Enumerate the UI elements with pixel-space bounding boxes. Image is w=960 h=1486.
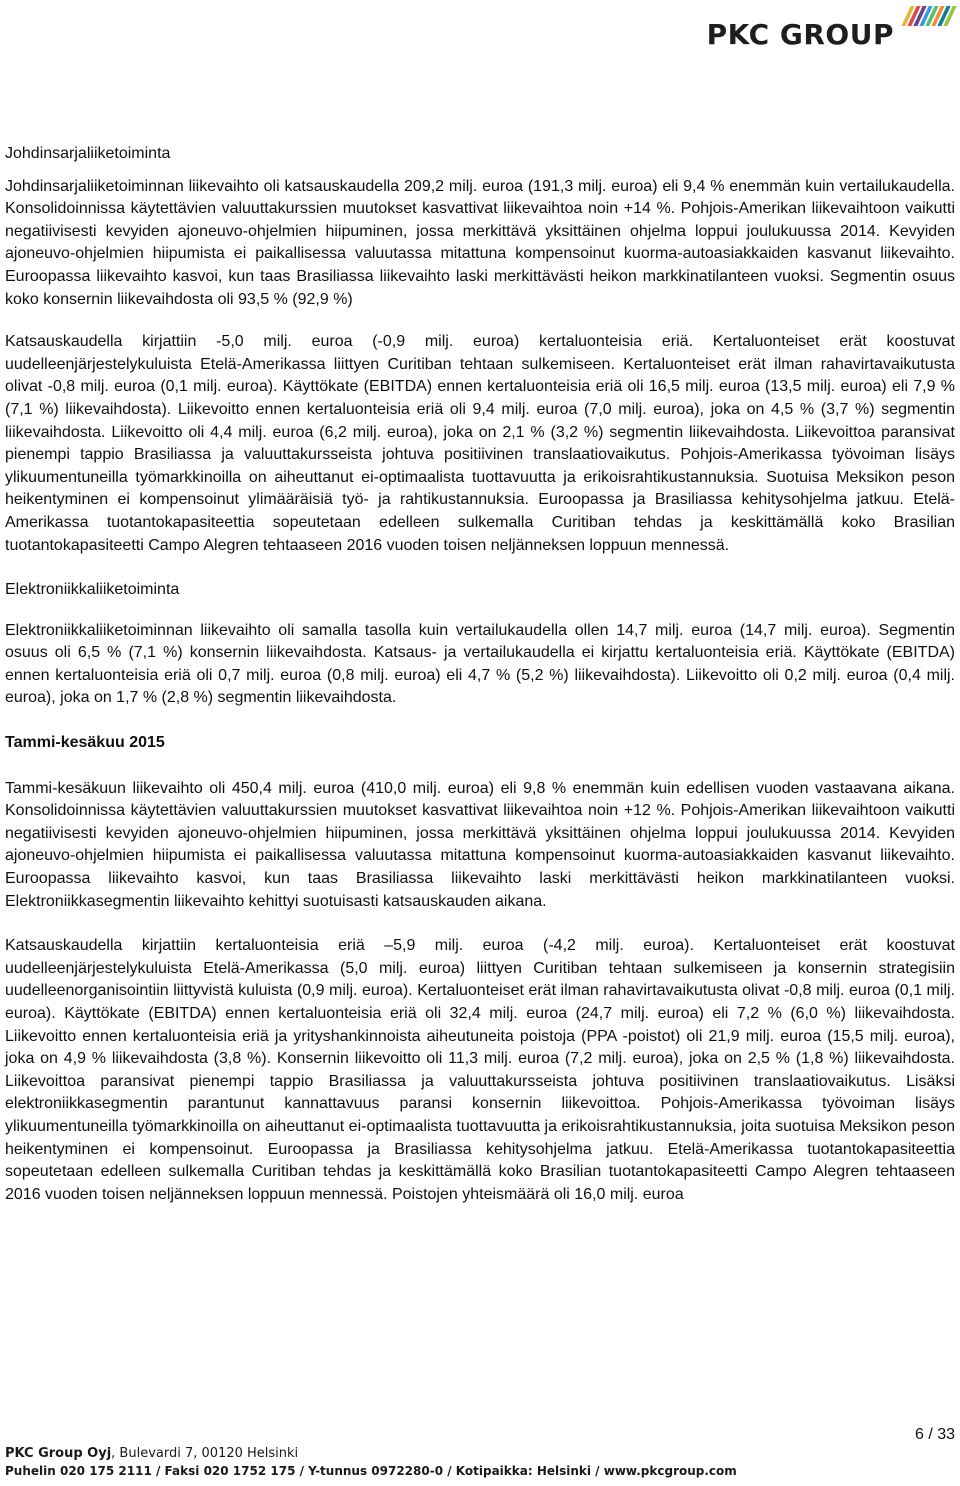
paragraph: Katsauskaudella kirjattiin -5,0 milj. euroa (-0,9 milj. euroa) kertaluonteisia eriä. Kertaluonteiset erät koostuvat uudelleenjärjestelykuluista Etelä-Amerikassa liittyen Curitiban tehtaan sulkemiseen. Kertaluonteiset erät ilman rahavirtavaikutusta olivat -0,8 milj. euroa (0,1 milj. euroa). Käyttökate (EBITDA) ennen kertaluonteisia eriä oli 16,5 milj. euroa (13,5 milj. euroa) eli 7,9 % (7,1 %) liikevaihdosta). Liikevoitto ennen kertaluonteisia eriä oli 9,4 milj. euroa (7,0 milj. euroa), joka on 4,5 % (3,7 %) segmentin liikevaihdosta. Liikevoitto oli 4,4 milj. euroa (6,2 milj. euroa), joka on 2,1 % (3,2 %) segmentin liikevaihdosta. Liikevoittoa paransivat pienempi tappio Brasiliassa ja valuuttakursseista johtuva positiivinen translaatiovaikutus. Pohjois-Amerikassa työvoiman lisäys ylikuumentuneilla työmarkkinoilla on aiheuttanut ei-optimaalista tuottavuutta ja erikoisrahtikustannuksia. Suotuisa Meksikon peson heikentyminen ei kompensoinut ylimääräisiä työ- ja rahtikustannuksia. Euroopassa ja Brasiliassa kehitysohjelma jatkuu. Etelä-Amerikassa tuotantokapasiteettia sopeutetaan edelleen sulkemalla Curitiban tehdas ja keskittämällä koko Brasilian tuotantokapasiteetti Campo Alegren tehtaaseen 2016 vuoden toisen neljänneksen loppuun mennessä.	[5, 333, 955, 554]
footer-address: , Bulevardi 7, 00120 Helsinki	[111, 1446, 299, 1461]
document-body	[5, 143, 955, 1206]
paragraph: Katsauskaudella kirjattiin kertaluonteisia eriä –5,9 milj. euroa (-4,2 milj. euroa). Kertaluonteiset erät koostuvat uudelleenjärjestelykuluista Etelä-Amerikassa (5,0 milj. euroa) liittyen Curitiban tehtaan sulkemiseen ja konsernin strategisiin uudelleenorganisointiin liittyvistä kuluista (0,9 milj. euroa). Kertaluonteiset erät ilman rahavirtavaikutusta olivat -0,8 milj. euroa (0,1 milj. euroa). Käyttökate (EBITDA) ennen kertaluonteisia eriä oli 32,4 milj. euroa (24,7 milj. euroa) eli 7,2 % (6,0 %) liikevaihdosta. Liikevoitto ennen kertaluonteisia eriä ja yrityshankinnoista aiheutuneita poistoja (PPA -poistot) oli 21,9 milj. euroa (15,5 milj. euroa), joka on 4,9 % liikevaihdosta (3,8 %). Konsernin liikevoitto oli 11,3 milj. euroa (7,2 milj. euroa), joka on 2,5 % (1,8 %) liikevaihdosta. Liikevoittoa paransivat pienempi tappio Brasiliassa ja valuuttakursseista johtuva positiivinen translaatiovaikutus. Lisäksi elektroniikkasegmentin parantunut kannattavuus paransi konsernin liikevoittoa. Pohjois-Amerikassa työvoiman lisäys ylikuumentuneilla työmarkkinoilla on aiheuttanut ei-optimaalista tuottavuutta ja erikoisrahtikustannuksia, joita suotuisa Meksikon peson heikentyminen ei kompensoinut. Euroopassa ja Brasiliassa kehitysohjelma jatkuu. Etelä-Amerikassa tuotantokapasiteettia sopeutetaan edelleen sulkemalla Curitiban tehdas ja keskittämällä koko Brasilian tuotantokapasiteetti Campo Alegren tehtaaseen 2016 vuoden toisen neljänneksen loppuun mennessä. Poistojen yhteismäärä oli 16,0 milj. euroa	[5, 937, 955, 1203]
section-heading: Johdinsarjaliiketoiminta	[5, 145, 171, 162]
footer-company-line	[5, 1445, 955, 1463]
page-footer	[5, 1445, 955, 1480]
paragraph: Tammi-kesäkuun liikevaihto oli 450,4 milj. euroa (410,0 milj. euroa) eli 9,8 % enemmän kuin edellisen vuoden vastaavana aikana. Konsolidoinnissa käytettävien valuuttakurssien muutokset kasvattivat liikevaihtoa noin +12 %. Pohjois-Amerikan liikevaihtoon vaikutti negatiivisesti kevyiden ajoneuvo-ohjelmien hiipuminen, jossa merkittävä yksittäinen ohjelma loppui joulukuussa 2014. Kevyiden ajoneuvo-ohjelmien hiipumista ei paikallisessa valuutassa mitattuna kompensoinut kuorma-autoasiakkaiden kasvanut liikevaihto. Euroopassa liikevaihto kasvoi, kun taas Brasiliassa liikevaihto laski merkittävästi heikon markkinatilanteen vuoksi. Elektroniikkasegmentin liikevaihto kehittyi suotuisasti katsauskauden aikana.	[5, 779, 955, 910]
pkc-group-logo	[707, 6, 954, 52]
logo-stripes-icon	[898, 6, 954, 26]
section-heading: Elektroniikkaliiketoiminta	[5, 581, 180, 599]
paragraph: Elektroniikkaliiketoiminnan liikevaihto oli samalla tasolla kuin vertailukaudella ollen 14,7 milj. euroa (14,7 milj. euroa). Segmentin osuus oli 6,5 % (7,1 %) konsernin liikevaihdosta. Katsaus- ja vertailukaudella ei kirjattu kertaluonteisia eriä. Käyttökate (EBITDA) ennen kertaluonteisia eriä oli 0,7 milj. euroa (0,8 milj. euroa) eli 4,7 % (5,2 %) liikevaihdosta). Liikevoitto oli 0,2 milj. euroa (0,4 milj. euroa), joka on 1,7 % (2,8 %) segmentin liikevaihdosta.	[5, 621, 955, 707]
paragraph: Johdinsarjaliiketoiminnan liikevaihto oli katsauskaudella 209,2 milj. euroa (191,3 milj. euroa) eli 9,4 % enemmän kuin vertailukaudella. Konsolidoinnissa käytettävien valuuttakurssien muutokset kasvattivat liikevaihtoa noin +14 %. Pohjois-Amerikan liikevaihtoon vaikutti negatiivisesti kevyiden ajoneuvo-ohjelmien hiipuminen, jossa merkittävä yksittäinen ohjelma loppui joulukuussa 2014. Kevyiden ajoneuvo-ohjelmien hiipumista ei paikallisessa valuutassa mitattuna kompensoinut kuorma-autoasiakkaiden kasvanut liikevaihto. Euroopassa liikevaihto kasvoi, kun taas Brasiliassa liikevaihto laski merkittävästi heikon markkinatilanteen vuoksi. Segmentin osuus koko konsernin liikevaihdosta oli 93,5 % (92,9 %)	[5, 177, 955, 308]
section-heading: Tammi-kesäkuu 2015	[5, 734, 165, 752]
footer-contact: Puhelin 020 175 2111 / Faksi 020 1752 175 / Y-tunnus 0972280-0 / Kotipaikka: Helsinki / www.pkcgroup.com	[5, 1464, 737, 1478]
page-number: 6 / 33	[914, 1426, 955, 1443]
footer-company: PKC Group Oyj	[5, 1446, 112, 1461]
logo-text: PKC GROUP	[706, 18, 894, 51]
